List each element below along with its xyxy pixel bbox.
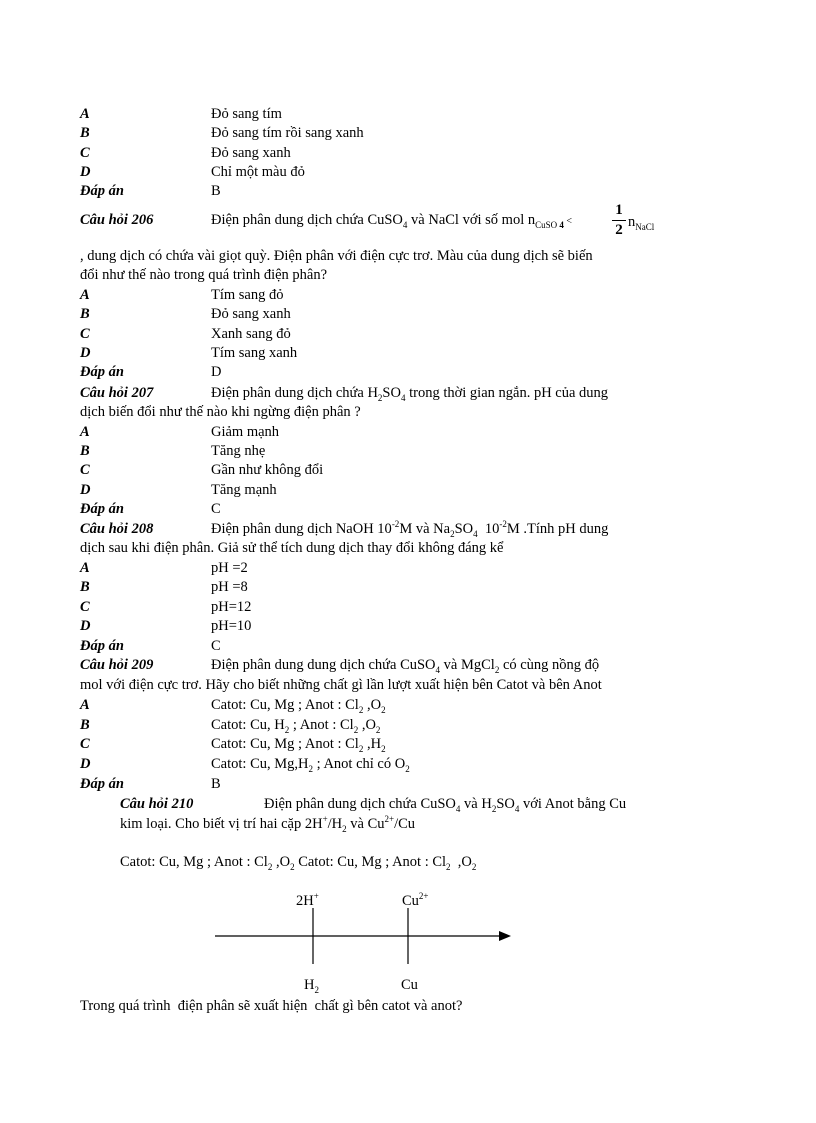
option-label: A xyxy=(80,560,90,576)
option-text: pH=10 xyxy=(211,618,252,634)
option-label: D xyxy=(80,756,91,772)
option-text: pH =2 xyxy=(211,560,248,576)
option-text: pH=12 xyxy=(211,599,252,615)
fraction-denominator: 2 xyxy=(615,222,623,238)
option-label: B xyxy=(80,125,90,141)
option-text: Xanh sang đỏ xyxy=(211,326,291,342)
option-text: Đỏ sang tím rồi sang xanh xyxy=(211,125,364,141)
axis-arrowhead xyxy=(499,931,511,941)
option-label: B xyxy=(80,443,90,459)
answer-value: C xyxy=(211,501,221,517)
fraction xyxy=(612,202,626,239)
option-text: Catot: Cu, Mg ; Anot : $Cl_2$ $,H_2$ xyxy=(211,736,386,754)
option-text: Giảm mạnh xyxy=(211,424,280,440)
option-label: A xyxy=(80,697,90,713)
option-text: Tím sang xanh xyxy=(211,345,298,361)
option-label: C xyxy=(80,462,90,478)
option-label: B xyxy=(80,306,90,322)
question-stem: Điện phân dung dịch chứa CuSO$_4$ và NaCl với số mol $n_{CuSO 4}$ < xyxy=(211,212,573,230)
answer-value: B xyxy=(211,183,221,199)
option-text: Gần như không đổi xyxy=(211,462,324,478)
option-label: A xyxy=(80,424,90,440)
option-text: Tăng nhẹ xyxy=(211,443,266,459)
question-stem-line3: đổi như thế nào trong quá trình điện phân? xyxy=(80,267,328,283)
option-label: C xyxy=(80,326,90,342)
option-label: D xyxy=(80,618,91,634)
option-text: Đỏ sang xanh xyxy=(211,145,291,161)
option-label: C xyxy=(80,145,90,161)
question-stem-line3: Catot: Cu, Mg ; Anot : $Cl_2$ $,O_2$ Catot: Cu, Mg ; Anot : $Cl_2$ $,O_2$ xyxy=(120,854,477,872)
question-stem-tail: $n_{NaCl}$ xyxy=(628,214,655,232)
answer-value: C xyxy=(211,638,221,654)
question-final: Trong quá trình điện phân sẽ xuất hiện chất gì bên catot và anot? xyxy=(80,998,463,1014)
answer-label: Đáp án xyxy=(80,638,124,654)
question-stem: Điện phân dung dung dịch chứa CuSO$_4$ và MgCl$_2$ có cùng nồng độ xyxy=(211,657,600,675)
answer-label: Đáp án xyxy=(80,364,124,380)
option-text: Chỉ một màu đỏ xyxy=(211,164,305,180)
diagram-label-h2: $H_2$ xyxy=(304,977,319,995)
option-text: Catot: Cu, $Mg,H_2$ ; Anot chỉ có $O_2$ xyxy=(211,756,410,774)
option-label: C xyxy=(80,736,90,752)
answer-value: B xyxy=(211,776,221,792)
option-text: Đỏ sang xanh xyxy=(211,306,291,322)
question-stem-line2: dịch biến đổi như thế nào khi ngừng điện phân ? xyxy=(80,404,361,420)
answer-value: D xyxy=(211,364,222,380)
option-label: A xyxy=(80,287,90,303)
diagram-label-cu2: $Cu^{2+}$ xyxy=(402,891,429,909)
question-stem: Điện phân dung dịch NaOH $10^{-2}M$ và $Na_2SO_4$ $10^{-2}M$ .Tính pH dung xyxy=(211,519,609,539)
potential-axis xyxy=(215,908,515,968)
question-title: Câu hỏi 210 xyxy=(120,796,194,812)
question-stem-line2: mol với điện cực trơ. Hãy cho biết những chất gì lần lượt xuất hiện bên Catot và bên Anot xyxy=(80,677,602,693)
option-label: B xyxy=(80,579,90,595)
fraction-numerator: 1 xyxy=(615,202,623,218)
diagram-label-cu: Cu xyxy=(401,977,418,993)
option-text: Catot: Cu, Mg ; Anot : $Cl_2$ $,O_2$ xyxy=(211,697,386,715)
answer-label: Đáp án xyxy=(80,501,124,517)
option-label: B xyxy=(80,717,90,733)
option-text: Đỏ sang tím xyxy=(211,106,282,122)
question-stem-line2: , dung dịch có chứa vài giọt quỳ. Điện phân với điện cực trơ. Màu của dung dịch sẽ biến xyxy=(80,248,593,264)
answer-label: Đáp án xyxy=(80,776,124,792)
option-label: A xyxy=(80,106,90,122)
option-label: D xyxy=(80,482,91,498)
option-label: D xyxy=(80,164,91,180)
question-title: Câu hỏi 209 xyxy=(80,657,154,673)
question-title: Câu hỏi 208 xyxy=(80,521,154,537)
question-stem-line2: kim loại. Cho biết vị trí hai cặp $2H^+/H_2$ và $Cu^{2+}/Cu$ xyxy=(120,814,416,834)
question-stem: Điện phân dung dịch chứa $H_2SO_4$ trong thời gian ngắn. pH của dung xyxy=(211,385,609,403)
option-label: C xyxy=(80,599,90,615)
option-label: D xyxy=(80,345,91,361)
option-text: Catot: Cu, $H_2$ ; Anot : $Cl_2$ $,O_2$ xyxy=(211,717,381,735)
option-text: pH =8 xyxy=(211,579,248,595)
question-stem: Điện phân dung dịch chứa CuSO$_4$ và $H_2SO_4$ với Anot bằng Cu xyxy=(264,796,627,814)
question-title: Câu hỏi 207 xyxy=(80,385,154,401)
answer-label: Đáp án xyxy=(80,183,124,199)
option-text: Tím sang đỏ xyxy=(211,287,284,303)
diagram-label-2h: 2H+ xyxy=(296,891,319,909)
question-stem-line2: dịch sau khi điện phân. Giả sử thể tích dung dịch thay đổi không đáng kể xyxy=(80,540,504,556)
option-text: Tăng mạnh xyxy=(211,482,277,498)
question-title: Câu hỏi 206 xyxy=(80,212,154,228)
